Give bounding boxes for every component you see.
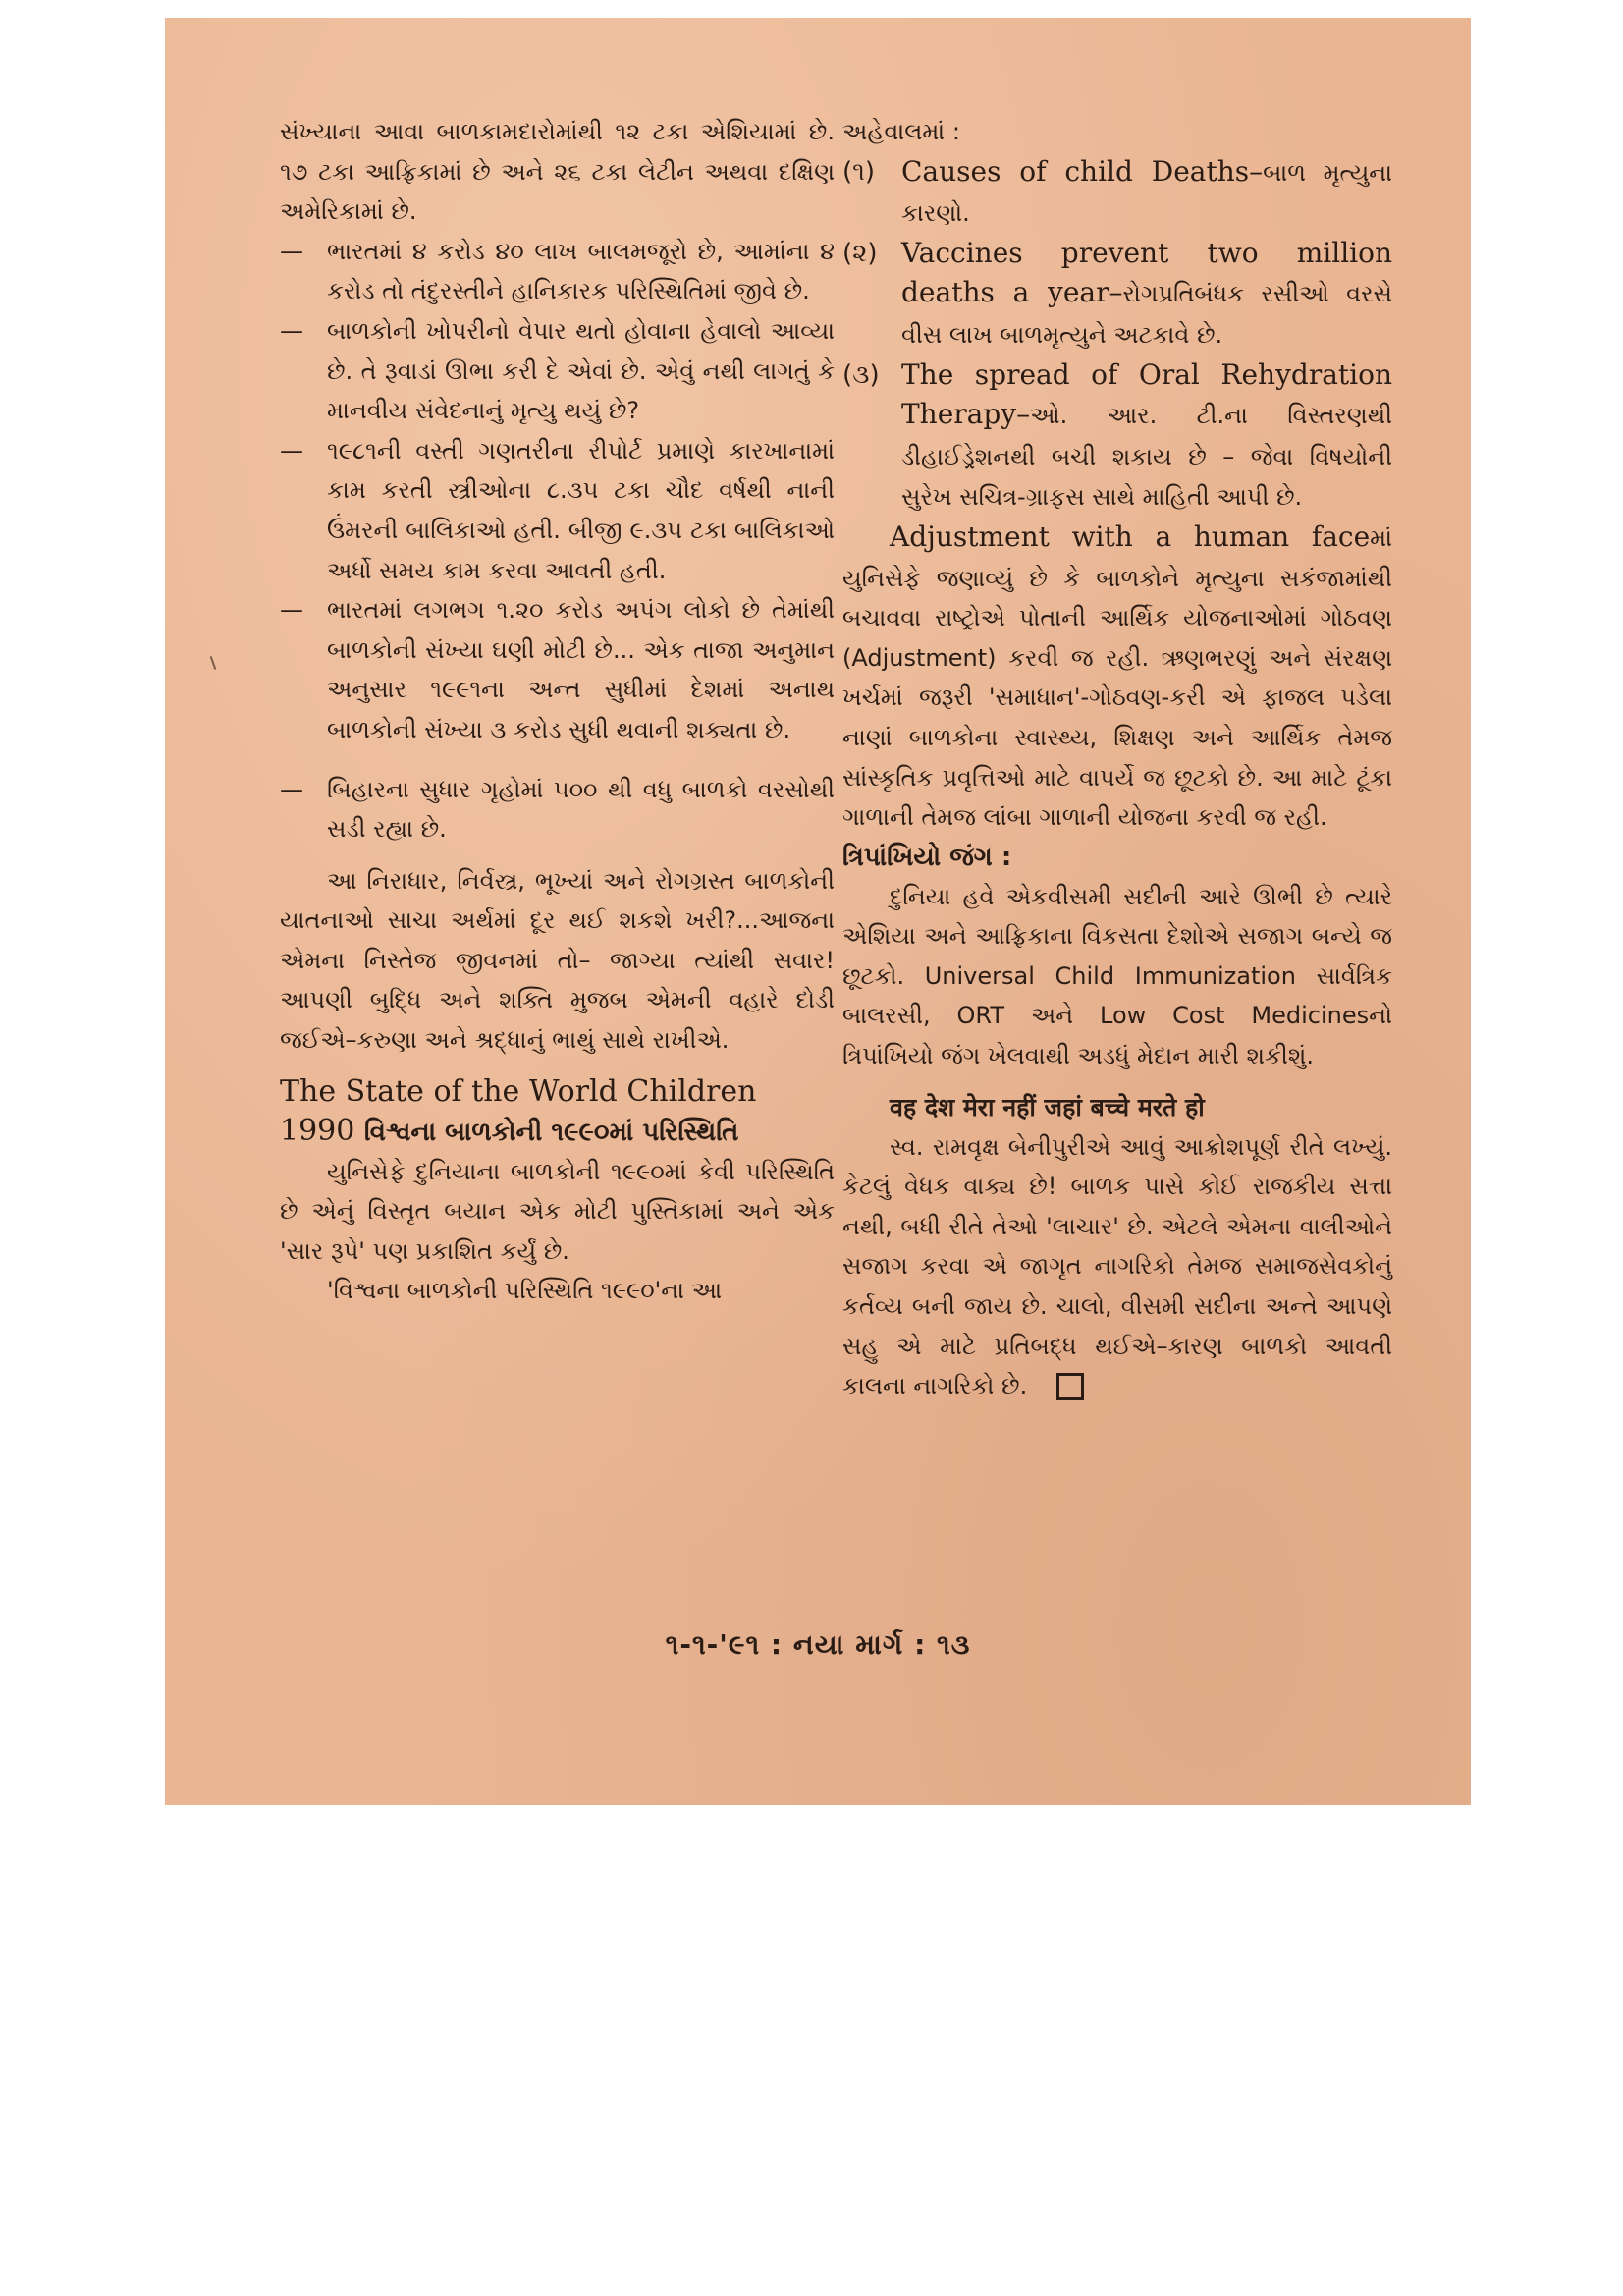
item-gujarati: રોગપ્રતિબંધક રસીઓ વરસે વીસ લાખ બાળમૃત્યુને અટકાવે છે. (901, 280, 1392, 349)
trishul-heading: ત્રિપાંખિયો જંગ : (842, 842, 1012, 872)
section-heading-year: 1990 (280, 1113, 355, 1148)
item-gujarati: બાળ મૃત્યુના કારણો. (901, 158, 1392, 228)
trishul-paragraph: દુનિયા હવે એકવીસમી સદીની આરે ઊભી છે ત્યારે એશિયા અને આફ્રિકાના વિકસતા દેશોએ સજાગ બન્યે જ છૂટકો. Universal Child Immunization સાર્વત્રિક બાલરસી, ORT અને Low Cost Medicinesનો ત્રિપાંખિયો જંગ ખેલવાથી અડધું મેદાન મારી શકીશું. (842, 882, 1392, 1070)
fact-bullet (280, 232, 835, 311)
fact-bullet (280, 431, 835, 590)
bullet-text: બિહારના સુધાર ગૃહોમાં ૫૦૦ થી વધુ બાળકો વરસોથી સડી રહ્યા છે. (327, 775, 835, 844)
report-continuation: અહેવાલમાં : (842, 118, 960, 145)
item-english: The spread of Oral Rehydration Therapy– (901, 357, 1392, 431)
report-topic-item (842, 355, 1392, 518)
fact-bullet (280, 770, 835, 849)
section-heading-english: The State of the World Children (280, 1073, 757, 1109)
adjustment-gujarati: માં યુનિસેફે જણાવ્યું છે કે બાળકોને મૃત્યુના સકંજામાંથી બચાવવા રાષ્ટ્રોએ પોતાની આર્થિક યોજનાઓમાં ગોઠવણ (Adjustment) કરવી જ રહી. ઋણભરણું અને સંરક્ષણ ખર્ચમાં જરૂરી 'સમાધાન'-ગોઠવણ-કરી એ ફાજલ પડેલા નાણાં બાળકોના સ્વાસ્થ્ય, શિક્ષણ અને આર્થિક તેમજ સાંસ્કૃતિક પ્રવૃત્તિઓ માટે વાપર્યે જ છૂટકો છે. આ માટે ટૂંકા ગાળાની તેમજ લાંબા ગાળાની યોજના કરવી જ રહી. (842, 523, 1392, 832)
bullet-dash: — (280, 237, 303, 265)
bullet-dash: — (280, 436, 303, 465)
item-number: (૩) (842, 359, 880, 390)
item-number: (૨) (842, 238, 878, 268)
hindi-quote: वह देश मेरा नहीं जहां बच्चे मरते हो (890, 1092, 1205, 1121)
bullet-dash: — (280, 596, 303, 625)
right-column (842, 112, 1392, 1406)
left-column (280, 112, 835, 1311)
magazine-page (165, 18, 1471, 1805)
bullet-text: ૧૯૮૧ની વસ્તી ગણતરીના રીપોર્ટ પ્રમાણે કારખાનામાં કામ કરતી સ્ત્રીઓના ૮.૩૫ ટકા ચૌદ વર્ષથી નાની ઉંમરની બાલિકાઓ હતી. બીજી ૯.૩૫ ટકા બાલિકાઓ અર્ધો સમય કામ કરવા આવતી હતી. (327, 436, 835, 584)
bullet-text: ભારતમાં લગભગ ૧.૨૦ કરોડ અપંગ લોકો છે તેમાંથી બાળકોની સંખ્યા ઘણી મોટી છે... એક તાજા અનુમાન અનુસાર ૧૯૯૧ના અન્ત સુધીમાં દેશમાં અનાથ બાળકોની સંખ્યા ૩ કરોડ સુધી થવાની શક્યતા છે. (327, 596, 835, 743)
closing-text: સ્વ. રામવૃક્ષ બેનીપુરીએ આવું આક્રોશપૂર્ણ રીતે લખ્યું. કેટલું વેધક વાક્ય છે! બાળક પાસે કોઈ રાજકીય સત્તા નથી, બધી રીતે તેઓ 'લાચાર' છે. એટલે એમના વાલીઓને સજાગ કરવા એ જાગૃત નાગરિકો તેમજ સમાજસેવકોનું કર્તવ્ય બની જાય છે. ચાલો, વીસમી સદીના અન્તે આપણે સહુ એ માટે પ્રતિબદ્ધ થઈએ–કારણ બાળકો આવતી કાલના નાગરિકો છે. (842, 1132, 1392, 1400)
end-mark-icon (1056, 1373, 1084, 1400)
adjustment-english: Adjustment with a human face (890, 519, 1371, 553)
fact-bullet (280, 590, 835, 749)
item-gujarati: ઓ. આર. ટી.ના વિસ્તરણથી ડીહાઈડ્રેશનથી બચી શકાય છે – જેવા વિષયોની સુરેખ સચિત્ર-ગ્રાફસ સાથે માહિતી આપી છે. (901, 402, 1392, 512)
report-topic-item (842, 152, 1392, 234)
intro-paragraph: સંખ્યાના આવા બાળકામદારોમાંથી ૧૨ ટકા એશિયામાં છે. ૧૭ ટકા આફ્રિકામાં છે અને ૨૬ ટકા લેટીન અથવા દક્ષિણ અમેરિકામાં છે. (280, 118, 835, 226)
unicef-paragraph: યુનિસેફે દુનિયાના બાળકોની ૧૯૯૦માં કેવી પરિસ્થિતિ છે એનું વિસ્તૃત બયાન એક મોટી પુસ્તિકામાં અને એક 'સાર રૂપે' પણ પ્રકાશિત કર્યું છે. (280, 1157, 835, 1265)
item-english: Causes of child Deaths– (901, 154, 1264, 188)
section-heading-gujarati (280, 1112, 835, 1152)
section-heading-gujarati-text: વિશ્વના બાળકોની ૧૯૯૦માં પરિસ્થિતિ (363, 1117, 739, 1147)
margin-mark (210, 656, 217, 670)
bullet-dash: — (280, 775, 303, 803)
bullet-text: ભારતમાં ૪ કરોડ ૪૦ લાખ બાલમજૂરો છે, આમાંના ૪ કરોડ તો તંદુરસ્તીને હાનિકારક પરિસ્થિતિમાં જીવે છે. (327, 237, 835, 305)
closing-paragraph (842, 1127, 1392, 1406)
adjustment-paragraph (842, 518, 1392, 838)
item-english: Vaccines prevent two million deaths a year– (901, 236, 1392, 309)
page-footer: ૧-૧-'૯૧ : નયા માર્ગ : ૧૩ (665, 1628, 971, 1661)
report-topic-item (842, 234, 1392, 355)
fact-bullet (280, 311, 835, 431)
bullet-text: બાળકોની ખોપરીનો વેપાર થતો હોવાના હેવાલો આવ્યા છે. તે રૂવાડાં ઊભા કરી દે એવાં છે. એવું નથી લાગતું કે માનવીય સંવેદનાનું મૃત્યુ થયું છે? (327, 316, 835, 425)
item-number: (૧) (842, 156, 876, 187)
plea-paragraph: આ નિરાધાર, નિર્વસ્ત્ર, ભૂખ્યાં અને રોગગ્રસ્ત બાળકોની યાતનાઓ સાચા અર્થમાં દૂર થઈ શકશે ખરી?...આજના એમના નિસ્તેજ જીવનમાં તો– જાગ્યા ત્યાંથી સવાર! આપણી બુદ્ધિ અને શક્તિ મુજબ એમની વહારે દોડી જઈએ–કરુણા અને શ્રદ્ધાનું ભાથું સાથે રાખીએ. (280, 866, 835, 1055)
bullet-dash: — (280, 316, 303, 345)
report-paragraph-start: 'વિશ્વના બાળકોની પરિસ્થિતિ ૧૯૯૦'ના આ (327, 1277, 723, 1305)
